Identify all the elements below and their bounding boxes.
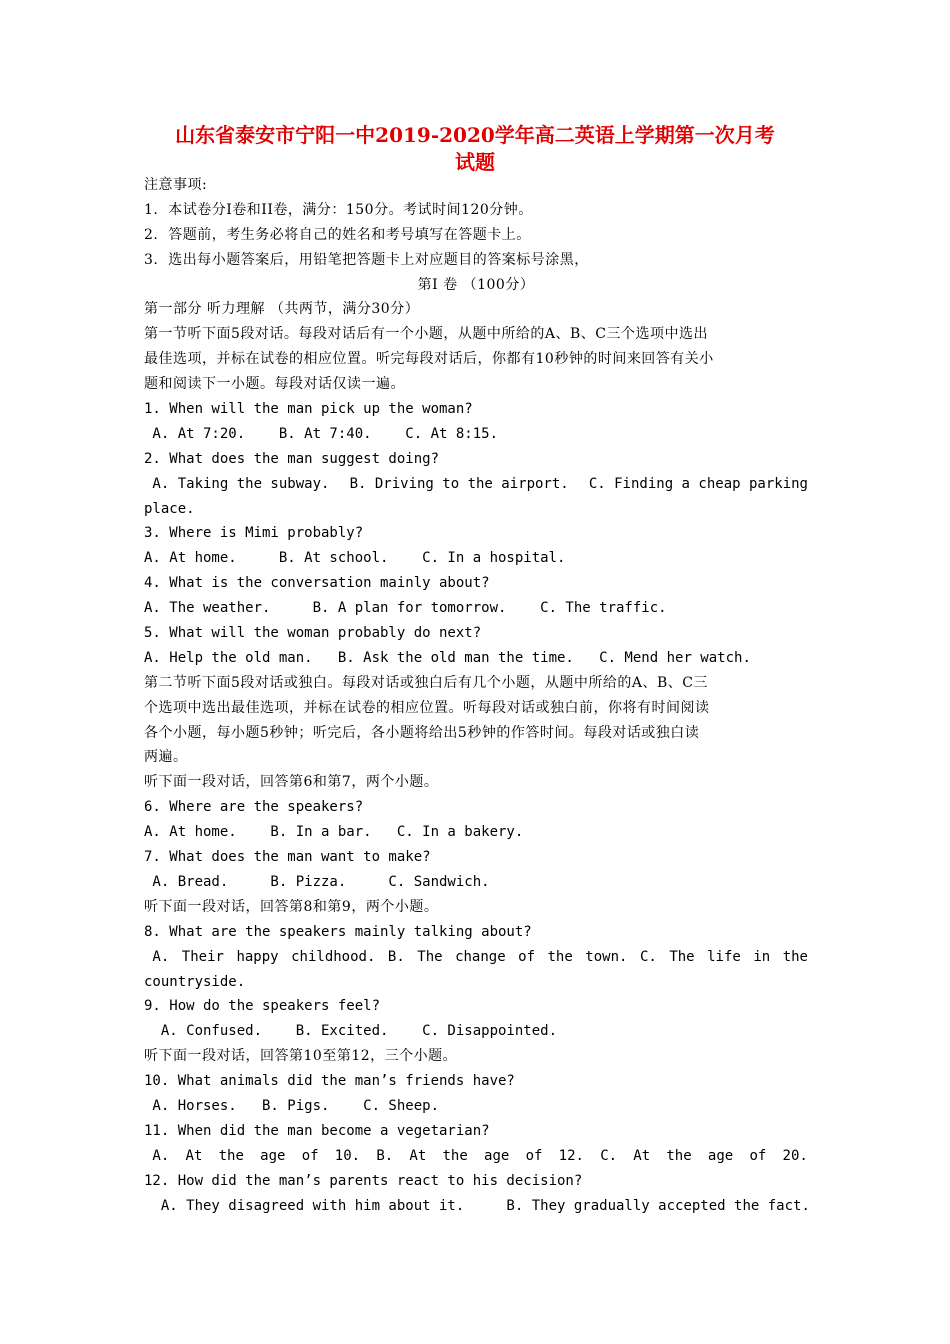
option-a: A. Taking the subway. bbox=[144, 475, 330, 492]
note-3: 3. 选出每小题答案后，用铅笔把答题卡上对应题目的答案标号涂黑， bbox=[144, 251, 589, 268]
option-word: the bbox=[666, 1147, 692, 1164]
dialogue-intro-6-7: 听下面一段对话，回答第6和第7，两个小题。 bbox=[144, 774, 439, 791]
option-word: the bbox=[547, 948, 573, 965]
option-word: 12. bbox=[558, 1147, 584, 1164]
option-b: B. Driving to the airport. bbox=[349, 475, 569, 492]
option-word: of bbox=[518, 948, 535, 965]
option-word: The bbox=[417, 948, 443, 965]
question-2-options bbox=[144, 472, 808, 497]
volume-heading: 第I 卷 （100分） bbox=[417, 276, 535, 293]
option-word: 20. bbox=[782, 1147, 808, 1164]
question-12-options: A. They disagreed with him about it. B. They gradually accepted the fact. bbox=[144, 1197, 810, 1214]
question-1-options: A. At 7:20. B. At 7:40. C. At 8:15. bbox=[144, 425, 499, 442]
option-word: life bbox=[707, 948, 741, 965]
option-word: C. bbox=[600, 1147, 618, 1164]
section2-instructions-line-2: 个选项中选出最佳选项，并标在试卷的相应位置。听每段对话或独白前，你将有时间阅读 bbox=[144, 699, 710, 716]
dialogue-intro-8-9: 听下面一段对话，回答第8和第9，两个小题。 bbox=[144, 898, 439, 915]
question-6-options: A. At home. B. In a bar. C. In a bakery. bbox=[144, 824, 524, 841]
option-word: 10. bbox=[334, 1147, 361, 1164]
question-11-options bbox=[144, 1144, 808, 1169]
option-word: A. bbox=[144, 1147, 170, 1164]
question-2-options-continued: place. bbox=[144, 500, 195, 517]
question-4: 4. What is the conversation mainly about? bbox=[144, 575, 490, 592]
option-word: B. bbox=[387, 948, 405, 965]
option-word: C. bbox=[639, 948, 657, 965]
question-9-options: A. Confused. B. Excited. C. Disappointed. bbox=[144, 1023, 558, 1040]
option-word: of bbox=[301, 1147, 319, 1164]
question-10-options: A. Horses. B. Pigs. C. Sheep. bbox=[144, 1097, 440, 1114]
question-5: 5. What will the woman probably do next? bbox=[144, 625, 482, 642]
option-c: C. Finding a cheap parking bbox=[588, 475, 808, 492]
title-line-1: 山东省泰安市宁阳一中2019-2020学年高二英语上学期第一次月考 bbox=[175, 123, 775, 147]
option-word: age bbox=[707, 1147, 734, 1164]
option-word: age bbox=[260, 1147, 286, 1164]
note-2: 2. 答题前，考生务必将自己的姓名和考号填写在答题卡上。 bbox=[144, 226, 531, 243]
question-8-options-continued: countryside. bbox=[144, 973, 246, 990]
note-1: 1. 本试卷分I卷和II卷，满分：150分。考试时间120分钟。 bbox=[144, 201, 533, 218]
part-heading: 第一部分 听力理解 （共两节，满分30分） bbox=[144, 301, 420, 318]
question-11: 11. When did the man become a vegetarian? bbox=[144, 1122, 490, 1139]
question-10: 10. What animals did the man’s friends have? bbox=[144, 1073, 515, 1090]
section1-instructions-line-2: 最佳选项，并标在试卷的相应位置。听完每段对话后，你都有10秒钟的时间来回答有关小 bbox=[144, 351, 714, 368]
option-word: in bbox=[753, 948, 771, 965]
option-word: Their bbox=[181, 948, 224, 965]
question-2: 2. What does the man suggest doing? bbox=[144, 450, 440, 467]
option-word: town. bbox=[585, 948, 628, 965]
section2-instructions-line-3: 各个小题，每小题5秒钟；听完后，各小题将给出5秒钟的作答时间。每段对话或独白读 bbox=[144, 724, 700, 741]
option-word: change bbox=[455, 948, 506, 965]
option-word: The bbox=[669, 948, 695, 965]
document-body bbox=[144, 173, 808, 1218]
section1-instructions-line-1: 第一节听下面5段对话。每段对话后有一个小题，从题中所给的A、B、C三个选项中选出 bbox=[144, 326, 709, 343]
notes-heading: 注意事项: bbox=[144, 177, 208, 193]
document-title bbox=[140, 122, 810, 176]
question-7-options: A. Bread. B. Pizza. C. Sandwich. bbox=[144, 873, 490, 890]
option-word: the bbox=[782, 948, 808, 965]
option-word: At bbox=[633, 1147, 651, 1164]
option-word: of bbox=[525, 1147, 543, 1164]
question-4-options: A. The weather. B. A plan for tomorrow. C. The traffic. bbox=[144, 600, 667, 617]
question-6: 6. Where are the speakers? bbox=[144, 799, 364, 816]
option-word: childhood. bbox=[291, 948, 376, 965]
option-word: age bbox=[484, 1147, 510, 1164]
option-word: A. bbox=[144, 948, 170, 965]
question-7: 7. What does the man want to make? bbox=[144, 849, 431, 866]
section2-instructions-line-1: 第二节听下面5段对话或独白。每段对话或独白后有几个小题，从题中所给的A、B、C三 bbox=[144, 674, 709, 691]
section1-instructions-line-3: 题和阅读下一小题。每段对话仅读一遍。 bbox=[144, 376, 405, 393]
option-word: the bbox=[442, 1147, 468, 1164]
title-line-2: 试题 bbox=[455, 150, 495, 174]
question-5-options: A. Help the old man. B. Ask the old man the time. C. Mend her watch. bbox=[144, 649, 751, 666]
question-8: 8. What are the speakers mainly talking about? bbox=[144, 923, 532, 940]
question-1: 1. When will the man pick up the woman? bbox=[144, 401, 473, 418]
option-word: the bbox=[218, 1147, 244, 1164]
dialogue-intro-10-12: 听下面一段对话，回答第10至第12，三个小题。 bbox=[144, 1048, 458, 1065]
question-3-options: A. At home. B. At school. C. In a hospital. bbox=[144, 550, 566, 567]
question-3: 3. Where is Mimi probably? bbox=[144, 525, 364, 542]
option-word: happy bbox=[236, 948, 279, 965]
question-9: 9. How do the speakers feel? bbox=[144, 998, 381, 1015]
option-word: B. bbox=[376, 1147, 394, 1164]
option-word: At bbox=[409, 1147, 427, 1164]
option-word: At bbox=[185, 1147, 203, 1164]
question-12: 12. How did the man’s parents react to his decision? bbox=[144, 1172, 583, 1189]
section2-instructions-line-4: 两遍。 bbox=[144, 749, 188, 766]
question-8-options bbox=[144, 945, 808, 970]
option-word: of bbox=[749, 1147, 767, 1164]
